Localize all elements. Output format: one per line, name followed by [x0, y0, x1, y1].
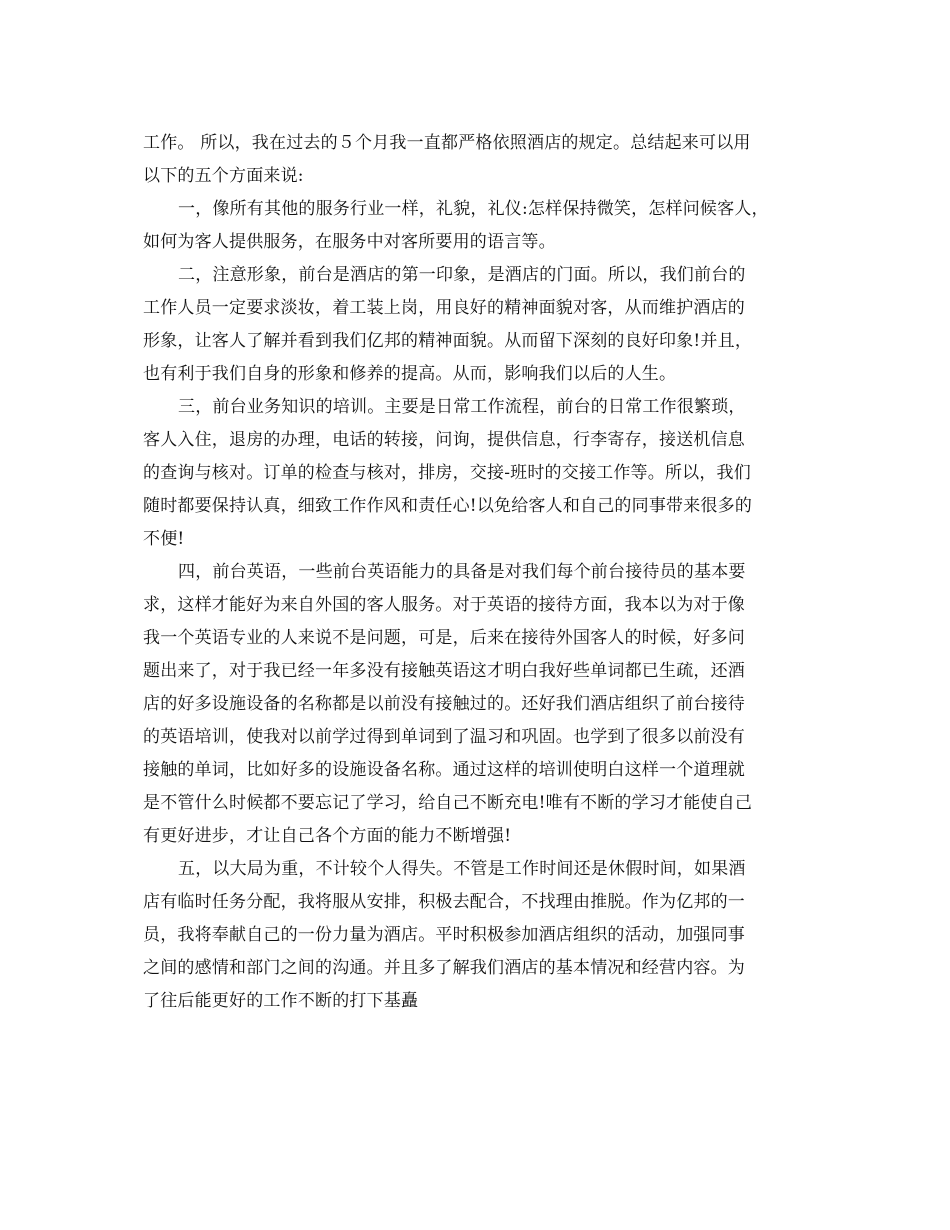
text-line: 之间的感情和部门之间的沟通。并且多了解我们酒店的基本情况和经营内容。为	[143, 958, 745, 978]
text-line: 员，我将奉献自己的一份力量为酒店。平时积极参加酒店组织的活动，加强同事	[143, 925, 745, 945]
paragraph-start-line: 三，前台业务知识的培训。主要是日常工作流程，前台的日常工作很繁琐，	[178, 397, 746, 417]
text-line: 客人入住，退房的办理，电话的转接，问询，提供信息，行李寄存，接送机信息	[143, 430, 745, 450]
text-line: 店有临时任务分配，我将服从安排，积极去配合，不找理由推脱。作为亿邦的一	[143, 892, 745, 912]
text-line: 我一个英语专业的人来说不是问题，可是，后来在接待外国客人的时候，好多问	[143, 628, 745, 648]
text-line: 求，这样才能好为来自外国的客人服务。对于英语的接待方面，我本以为对于像	[143, 595, 745, 615]
text-line: 有更好进步，才让自己各个方面的能力不断增强!	[143, 826, 512, 846]
paragraph-start-line: 五，以大局为重，不计较个人得失。不管是工作时间还是休假时间，如果酒	[178, 859, 746, 879]
text-line: 随时都要保持认真，细致工作作风和责任心!以免给客人和自己的同事带来很多的	[143, 496, 753, 516]
text-line: 店的好多设施设备的名称都是以前没有接触过的。还好我们酒店组织了前台接待	[143, 694, 745, 714]
text-line: 工作。 所以，我在过去的５个月我一直都严格依照酒店的规定。总结起来可以用	[143, 133, 751, 153]
document-body	[143, 127, 815, 1018]
text-line: 工作人员一定要求淡妆，着工装上岗，用良好的精神面貌对客，从而维护酒店的	[143, 298, 745, 318]
text-line: 如何为客人提供服务，在服务中对客所要用的语言等。	[143, 232, 556, 252]
text-line: 是不管什么时候都不要忘记了学习，给自己不断充电!唯有不断的学习才能使自己	[143, 793, 753, 813]
text-line: 的查询与核对。订单的检查与核对，排房，交接-班时的交接工作等。所以，我们	[143, 463, 751, 483]
paragraph-start-line: 四，前台英语，一些前台英语能力的具备是对我们每个前台接待员的基本要	[178, 562, 746, 582]
text-line: 也有利于我们自身的形象和修养的提高。从而，影响我们以后的人生。	[143, 364, 677, 384]
paragraph-start-line: 二，注意形象，前台是酒店的第一印象，是酒店的门面。所以，我们前台的	[178, 265, 746, 285]
text-line: 题出来了，对于我已经一年多没有接触英语这才明白我好些单词都已生疏，还酒	[143, 661, 745, 681]
text-line: 的英语培训，使我对以前学过得到单词到了温习和巩固。也学到了很多以前没有	[143, 727, 745, 747]
paragraph-start-line: 一，像所有其他的服务行业一样，礼貌，礼仪:怎样保持微笑，怎样问候客人，	[178, 199, 769, 219]
text-line: 以下的五个方面来说:	[143, 166, 304, 186]
text-line: 不便!	[143, 529, 185, 549]
text-line: 形象，让客人了解并看到我们亿邦的精神面貌。从而留下深刻的良好印象!并且，	[143, 331, 753, 351]
text-line: 接触的单词，比如好多的设施设备名称。通过这样的培训使明白这样一个道理就	[143, 760, 745, 780]
text-line: 了往后能更好的工作不断的打下基矗	[143, 991, 419, 1011]
